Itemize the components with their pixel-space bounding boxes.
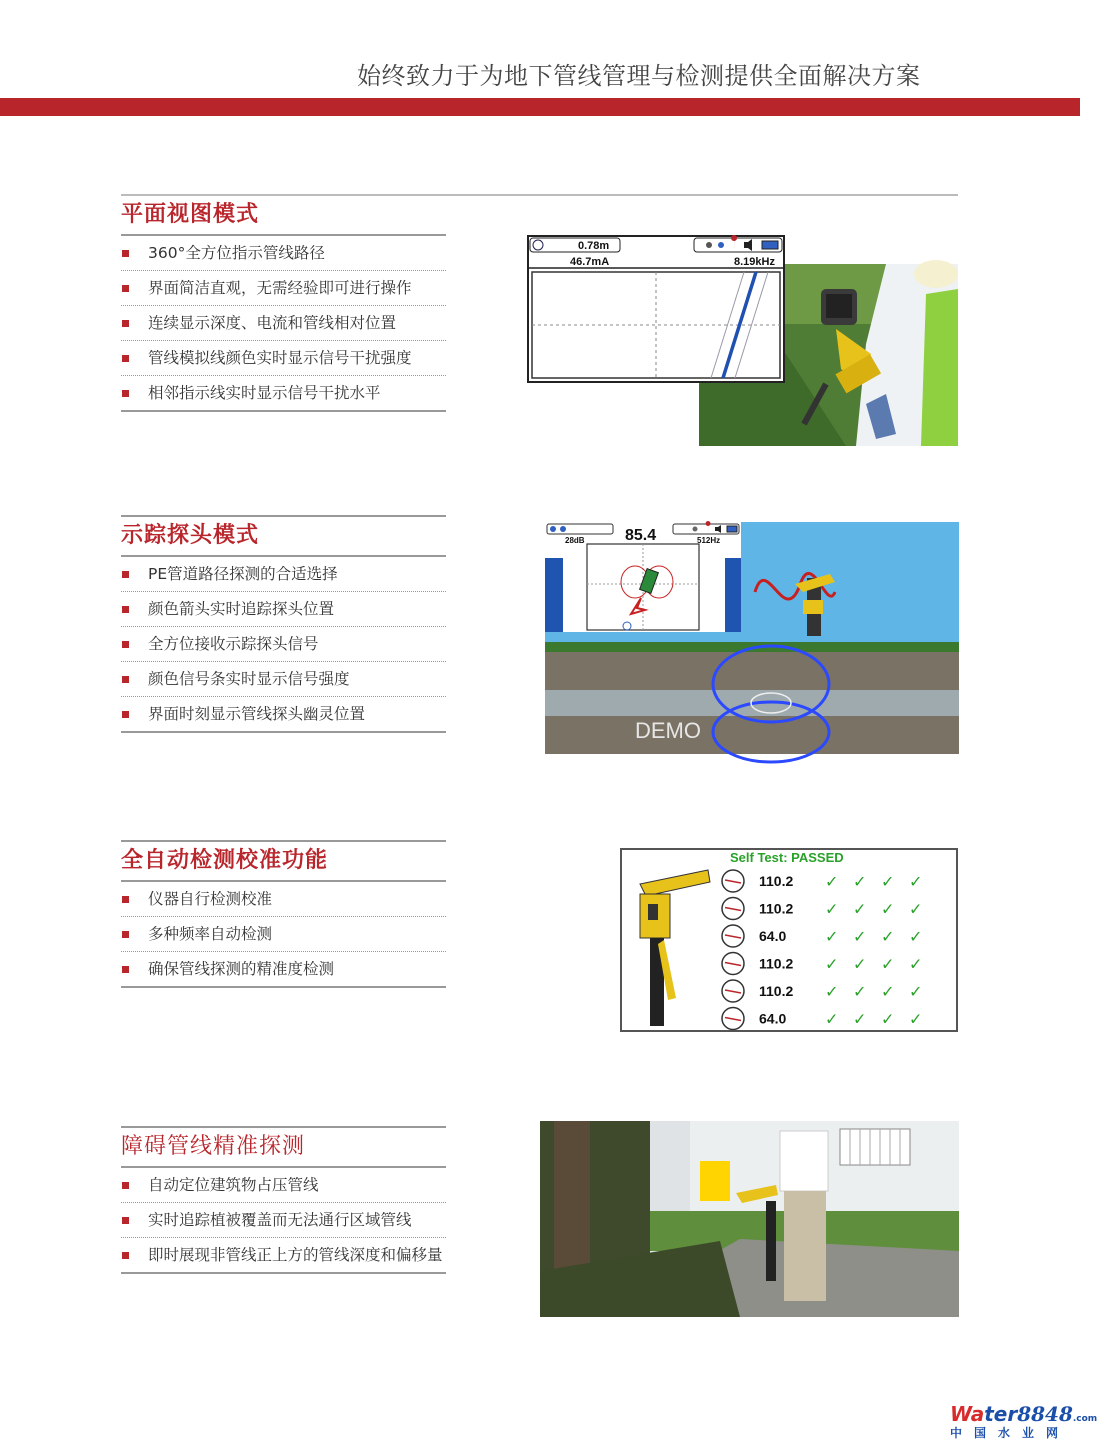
check-icon: ✓ <box>825 982 839 1001</box>
bluetooth-icon <box>718 242 724 248</box>
figure-sonde-mode <box>545 522 959 754</box>
list-item-text: 确保管线探测的精准度检测 <box>148 960 335 978</box>
check-icon: ✓ <box>825 954 839 974</box>
section-title: 全自动检测校准功能 <box>121 848 329 873</box>
bullet-list <box>121 557 446 733</box>
check-icon: ✓ <box>881 1009 895 1029</box>
bullet-list <box>121 882 446 988</box>
check-icon: ✓ <box>853 954 867 974</box>
list-item-text: 自动定位建筑物占压管线 <box>148 1176 319 1194</box>
frequency-readout: 8.19kHz <box>734 256 775 268</box>
check-icon: ✓ <box>853 899 867 919</box>
check-icon: ✓ <box>909 899 923 919</box>
list-item <box>121 1238 446 1274</box>
self-test-value: 110.2 <box>759 900 794 917</box>
check-icon: ✓ <box>909 954 923 974</box>
bullet-square-icon <box>122 1252 129 1259</box>
check-icon: ✓ <box>825 899 839 919</box>
list-item-text: 多种频率自动检测 <box>148 925 273 943</box>
bullet-square-icon <box>122 355 129 362</box>
self-test-value: 64.0 <box>759 1010 787 1027</box>
check-icon: ✓ <box>825 872 839 891</box>
list-item <box>121 592 446 627</box>
bullet-square-icon <box>122 966 129 973</box>
check-icon: ✓ <box>881 899 895 919</box>
bullet-square-icon <box>122 1217 129 1224</box>
self-test-value: 64.0 <box>759 928 787 944</box>
header-band <box>0 98 1080 116</box>
bullet-square-icon <box>122 571 129 578</box>
check-icon: ✓ <box>909 1009 923 1029</box>
device-screen <box>528 235 784 382</box>
check-icon: ✓ <box>853 1009 867 1029</box>
list-item <box>121 1168 446 1203</box>
list-item-text: 360°全方位指示管线路径 <box>148 244 325 262</box>
list-item <box>121 697 446 733</box>
list-item <box>121 662 446 697</box>
battery-icon <box>727 526 737 532</box>
section-title: 障碍管线精准探测 <box>121 1134 306 1159</box>
section-plan-view <box>121 196 446 412</box>
list-item <box>121 376 446 412</box>
self-test-title: Self Test: PASSED <box>730 850 844 865</box>
logo-brand-a: Wa <box>950 1402 985 1426</box>
logo-brand-b: ter <box>984 1402 1018 1426</box>
bullet-square-icon <box>122 1182 129 1189</box>
current-readout: 46.7mA <box>570 256 610 268</box>
check-icon: ✓ <box>909 927 923 946</box>
logo-suffix: .com <box>1072 1414 1097 1424</box>
bullet-square-icon <box>122 250 129 257</box>
self-test-value: 110.2 <box>759 873 794 889</box>
site-logo <box>950 1402 1097 1441</box>
bullet-square-icon <box>122 606 129 613</box>
section-obstacle-detection <box>121 1126 446 1274</box>
bullet-list <box>121 1168 446 1274</box>
right-signal-bar <box>725 558 741 632</box>
left-signal-bar <box>545 558 563 632</box>
bullet-square-icon <box>122 320 129 327</box>
list-item <box>121 236 446 271</box>
check-icon: ✓ <box>825 927 839 946</box>
figure-obstacle-photo <box>540 1121 959 1317</box>
bullet-square-icon <box>122 641 129 648</box>
check-icon: ✓ <box>881 954 895 974</box>
check-icon: ✓ <box>909 982 923 1001</box>
list-item-text: 连续显示深度、电流和管线相对位置 <box>148 314 397 332</box>
list-item-text: 界面简洁直观，无需经验即可进行操作 <box>148 279 412 297</box>
bullet-square-icon <box>122 390 129 397</box>
check-icon: ✓ <box>825 1009 839 1029</box>
logo-subtitle: 中国水业网 <box>950 1426 1071 1440</box>
list-item-text: 颜色箭头实时追踪探头位置 <box>148 600 335 618</box>
bullet-square-icon <box>122 676 129 683</box>
figure-plan-view <box>526 234 960 448</box>
demo-watermark: DEMO <box>635 718 701 743</box>
signal-value: 85.4 <box>625 527 657 544</box>
list-item-text: 实时追踪植被覆盖而无法通行区域管线 <box>148 1211 412 1229</box>
bullet-square-icon <box>122 711 129 718</box>
gain-readout: 28dB <box>565 536 585 545</box>
section-title: 示踪探头模式 <box>121 523 260 548</box>
section-sonde-mode <box>121 515 446 733</box>
locator-shaft <box>766 1201 776 1281</box>
list-item <box>121 882 446 917</box>
list-item-text: 即时展现非管线正上方的管线深度和偏移量 <box>148 1246 443 1264</box>
check-icon: ✓ <box>881 927 895 946</box>
section-title: 平面视图模式 <box>121 202 260 227</box>
depth-readout: 0.78m <box>578 240 610 252</box>
list-item-text: 全方位接收示踪探头信号 <box>148 635 319 653</box>
check-icon: ✓ <box>881 872 895 891</box>
check-icon: ✓ <box>853 927 867 946</box>
bullet-list <box>121 236 446 412</box>
signal-icon <box>706 242 712 248</box>
list-item <box>121 952 446 988</box>
cart-device <box>700 1161 730 1201</box>
list-item-text: 仪器自行检测校准 <box>148 890 273 908</box>
check-icon: ✓ <box>853 872 867 891</box>
figure-self-test <box>620 848 960 1034</box>
section-self-test <box>121 840 446 988</box>
frequency-readout: 512Hz <box>697 536 721 545</box>
list-item <box>121 917 446 952</box>
mode-icon <box>550 526 556 532</box>
self-test-value: 110.2 <box>759 955 794 972</box>
bullet-square-icon <box>122 931 129 938</box>
check-icon: ✓ <box>853 982 867 1001</box>
bullet-square-icon <box>122 285 129 292</box>
list-item <box>121 341 446 376</box>
signal-icon <box>693 527 698 532</box>
battery-icon <box>762 241 778 249</box>
list-item-text: PE管道路径探测的合适选择 <box>148 565 338 583</box>
list-item <box>121 627 446 662</box>
list-item-text: 界面时刻显示管线探头幽灵位置 <box>148 705 366 723</box>
check-icon: ✓ <box>909 872 923 891</box>
list-item-text: 颜色信号条实时显示信号强度 <box>148 670 350 688</box>
operator-shirt <box>780 1131 828 1191</box>
self-test-value: 110.2 <box>759 983 794 999</box>
operator-pants <box>784 1191 826 1301</box>
logo-brand-c: 8848 <box>1017 1402 1073 1426</box>
bluetooth-icon <box>560 526 566 532</box>
list-item <box>121 306 446 341</box>
list-item-text: 相邻指示线实时显示信号干扰水平 <box>148 384 381 402</box>
check-icon: ✓ <box>881 982 895 1001</box>
bullet-square-icon <box>122 896 129 903</box>
page-header-title: 始终致力于为地下管线管理与检测提供全面解决方案 <box>357 62 921 90</box>
list-item <box>121 557 446 592</box>
list-item <box>121 271 446 306</box>
list-item <box>121 1203 446 1238</box>
list-item-text: 管线模拟线颜色实时显示信号干扰强度 <box>148 349 412 367</box>
